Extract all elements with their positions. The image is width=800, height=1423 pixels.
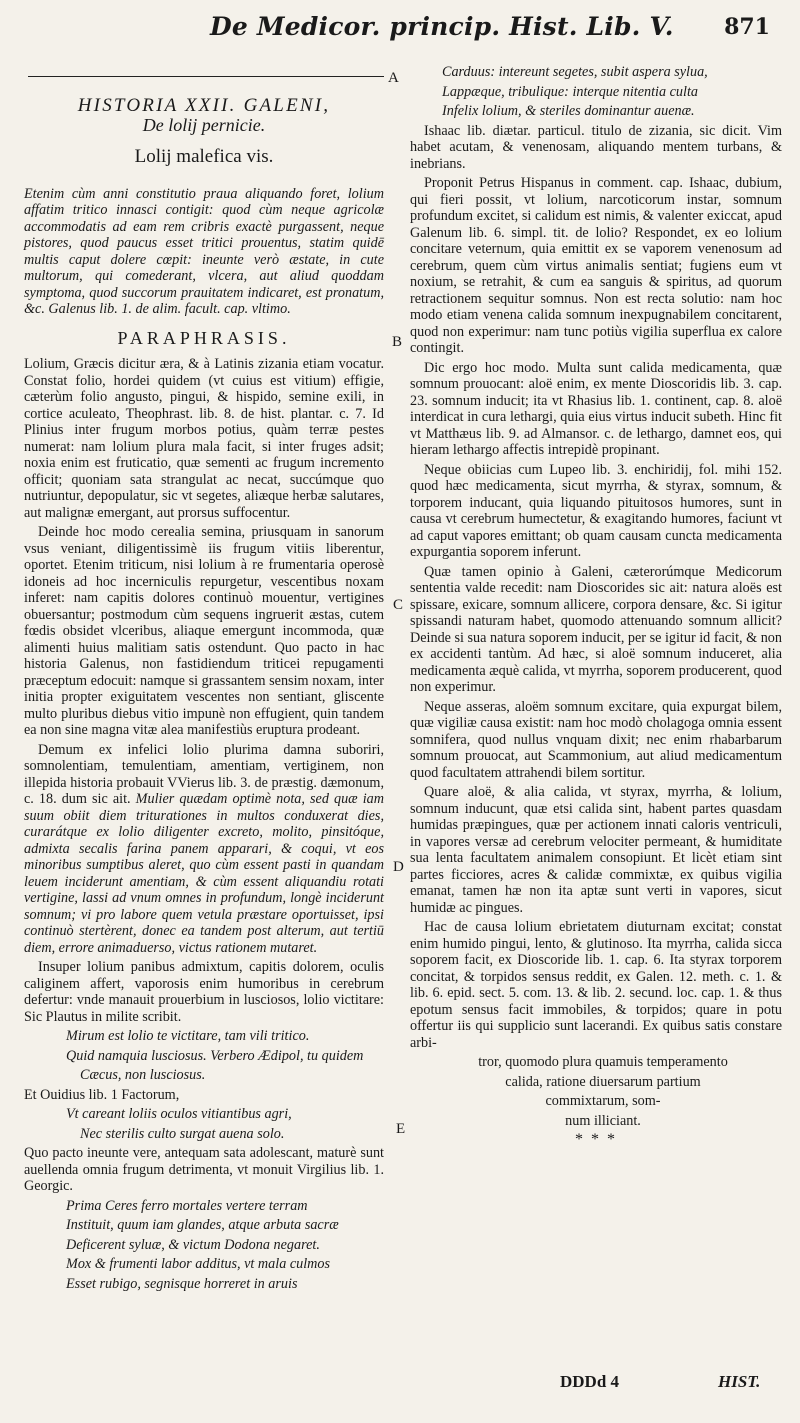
- margin-letter-a: A: [388, 70, 399, 86]
- ovid-verse-2: Nec sterilis culto surgat auena solo.: [80, 1125, 285, 1142]
- right-paragraph-5: Quæ tamen opinio à Galeni, cæterorúmque Medicorum sententia valde recedit: nam Dioscorides sic ait: natura aloës est spissare, exicare, somnum allicere, corpora densare, &c. Si igitur spissandi naturam habet, quomodo attenuando somnum allicit? Deinde si sua natura soporem inducit, per se igitur id facit, & non ex accidenti tantùm. Ad hæc, si aloë somnum induceret, alia medicamenta æquè calida, vt myrrha, soporem producerent, quod non experimur.: [410, 563, 782, 695]
- right-paragraph-4: Neque obiicias cum Lupeo lib. 3. enchiridij, fol. mihi 152. quod hæc medicamenta, sicut myrrha, & styrax, somnum, & torporem inducant, quia liquando pituitosos humores, sunt in causa vt cerebrum humectetur, & exagitando humores, faciunt vt ad caput vapores emittant; ob quam causam cuncta medicamenta expurgantia soporem inferunt.: [410, 461, 782, 560]
- margin-letter-e: E: [396, 1121, 406, 1137]
- running-header: [0, 8, 800, 60]
- closing-line-2: calida, ratione diuersarum partium: [505, 1073, 701, 1090]
- right-paragraph-1: Ishaac lib. diætar. particul. titulo de zizania, sic dicit. Vim habet acutam, & venenosam, aliquando mentem turbans, & inebrians.: [410, 122, 782, 172]
- margin-letter-b: B: [392, 334, 403, 350]
- margin-letter-d: D: [393, 859, 404, 875]
- virgil-verse-1: Prima Ceres ferro mortales vertere terram: [66, 1197, 308, 1214]
- signature-mark: DDDd 4: [560, 1372, 620, 1391]
- virgil-continued-verse-3: Infelix lolium, & steriles dominantur auenæ.: [442, 103, 695, 119]
- paragraph-5: Quo pacto ineunte vere, antequam sata adolescant, maturè sunt auellenda omnia frugum detrimenta, vt monuit Virgilius lib. 1. Georgic.: [24, 1145, 384, 1194]
- closing-line-3: commixtarum, som-: [545, 1093, 661, 1109]
- asterism: * * *: [575, 1131, 617, 1148]
- plautus-verse-2: Quid namquia lusciosus. Verbero Ædipol, tu quidem: [66, 1047, 364, 1064]
- right-paragraph-8: Hac de causa lolium ebrietatem diuturnam excitat; constat enim humido pingui, lento, & glutinoso. Ita myrrha, calida sicca soporem facit, ex Dioscoride lib. 1. cap. 6. Ita styrax torporem concitat, & torpidos sensus reddit, ex Galen. 12. meth. c. 1. & lib. 6. epid. sect. 5. com. 13. & lib. 2. secund. loc. cap. 1. & thus epotum sensus facit immobiles, & torpidos; quare in potu offertur iis qui supplicio sunt lacerandi. Ex quibus satis constare arbi-: [410, 919, 782, 1051]
- virgil-verse-4: Mox & frumenti labor additus, vt mala culmos: [66, 1256, 331, 1272]
- paragraph-3-text: Demum ex infelici lolio plurima damna suboriri, somnolentiam, temulentiam, amentiam, vertiginem, non illepida historia probauit VVierus lib. 3. de præstig. dæmonum, c. 18. dum sic ait.: [24, 741, 384, 807]
- history-subheading: De lolij pernicie.: [142, 114, 266, 135]
- left-column: [24, 84, 384, 1295]
- galen-quotation-text: Etenim cùm anni constitutio praua aliquando foret, lolium affatim tritico innasci contigit: quod cùm neque agricolæ accommodatis ad eam rem cribris exactè purgassent, neque pistores, quod paucus esset tritici prouentus, statim quidē multis caput dolere cœpit: ineunte verò æstate, in cute multorum, qui comederant, vlcera, aut aliud quoddam symptoma, quod succorum prauitatem indicaret, est pronatum, &c. Galenus lib. 1. de alim. facult. cap. vltimo.: [24, 185, 384, 317]
- virgil-verse-2: Instituit, quum iam glandes, atque arbuta sacræ: [66, 1217, 339, 1233]
- right-paragraph-7: Quare aloë, & alia calida, vt styrax, myrrha, & lolium, somnum inducunt, quæ etsi calida sint, habent partes quasdam humidas præpingues, quæ per actionem innati caloris ventriculi, in vapores versæ ad cerebrum velociter permeant, & humiditate sua lenta facultatem animalem consopiunt. Et licèt etiam sint partes ficciores, acres & calidæ commixtæ, ex quibus vigilia emanat, tamen hæ non ita aptæ sunt verti in vapores, sicut humidæ ac pingues.: [410, 784, 782, 916]
- right-paragraph-6: Neque asseras, aloëm somnum excitare, quia expurgat bilem, quæ vigiliæ causa existit: nam hoc modò cholagoga omnia essent somnifera, quod nullus vnquam dixit; nec enim rhabarbarum somnum prouocat, aut Scammonium, aut aliud medicamentum quod facultatem attrahendi bilem sortitur.: [410, 698, 782, 781]
- galen-quotation: [24, 186, 384, 318]
- closing-line-4: num illiciant.: [565, 1112, 641, 1129]
- paragraph-1: Lolium, Græcis dicitur æra, & à Latinis zizania etiam vocatur. Constat folio, hordei quidem (vt cuius est vitium) effigie, cæterùm folio angusto, pingui, & hispido, semine exili, in cortice aculeato, Theophrast. lib. 8. de hist. plantar. c. 7. Id Plinius inter frugum morbos potius, quàm terræ pestes numerat: nam lolium plura mala facit, si inter fruges adsit; noxia enim est fruticatio, quæ sementi ac frugum incremento officit; quoniam sata strangulat ac necat, succúmque quo nutriuntur, depopulatur, sic vt segetes, aliæque herbæ salutares, aut malignæ emergant, aut prorsus suffocentur.: [24, 356, 384, 521]
- margin-letter-c: C: [393, 597, 404, 613]
- right-paragraph-2: Proponit Petrus Hispanus in comment. cap. Ishaac, dubium, qui fieri possit, vt lolium, narcoticorum instar, somnum profundum excitet, si calidum est nimis, & valenter exiccat, apud Galenum lib. 6. simpl. tit. de lolio? Respondet, ex eo lolium concitare veternum, quia emittit ex se vaporem venenosum ad cerebrum, quem cùm virtus animalis sentiat; fugiens eum vt noxium, se retrahit, & cum ea sanguis & spiritus, ad quorum retractionem sequitur somnus. Non est recta solutio: nam hoc modo etiam venena calida somnum inexpugnabilem concitarent, quod non experimur: nam tunc potiùs vigilia superflua ex calore contingit.: [410, 175, 782, 356]
- right-column: [410, 64, 782, 1149]
- closing-line-1: tror, quomodo plura quamuis temperamento: [478, 1054, 728, 1070]
- virgil-verse-3: Deficerent syluæ, & victum Dodona negaret.: [66, 1236, 320, 1253]
- paragraph-3: [24, 742, 384, 957]
- paraphrasis-heading: PARAPHRASIS.: [117, 327, 291, 348]
- right-paragraph-3: Dic ergo hoc modo. Multa sunt calida medicamenta, quæ somnum prouocant: aloë enim, ex mente Dioscoridis lib. 3. cap. 23. somnum inducit; ita vt Rhasius lib. 1. continent, cap. 8. aloë interdicat in cura lethargi, quia eius virtus inducit subeth. Hinc fit vt Matthæus lib. 9. ad Almansor. c. de lethargo, damnet eos, qui hieram lethargo affectis intrepidè propinant.: [410, 359, 782, 458]
- virgil-continued-verse-2: Lappæque, tribulique: interque nitentia culta: [442, 83, 699, 100]
- ovid-citation: Et Ouidius lib. 1 Factorum,: [24, 1086, 180, 1103]
- virgil-verse-5: Esset rubigo, segnisque horreret in aruis: [66, 1275, 298, 1292]
- plautus-verse-1: Mirum est lolio te victitare, tam vili tritico.: [66, 1028, 310, 1044]
- ovid-verse-1: Vt careant loliis oculos vitiantibus agri,: [66, 1106, 292, 1122]
- plautus-verse-3: Cæcus, non lusciosus.: [80, 1067, 206, 1083]
- catchword: HIST.: [718, 1372, 761, 1391]
- paragraph-2: Deinde hoc modo cerealia semina, priusquam in sanorum vsus veniant, diligentissimè iis frugum vitiis liberentur, oportet. Etenim triticum, nisi lolium à re frumentaria operosè idoneis ad hoc incerniculis repurgetur, vescentibus noxam inferet: nam capitis dolores continuò mouentur, vertigines obuersantur; postmodum cùm sequens ingruerit æstas, cutem fœdis obsidet vlceribus, aliaque emergunt incommoda, quæ alimenti huius malitiam satis ostendunt. Quo pacto in hac historia Galenus, non fastidiendum triticei repugamenti præceptum edocuit: namque si grassantem sensim noxam, inter initia propter exiguitatem vescentes non sentiant, gliscente multo pluribus diebus vitio impunè non effugient, quin tandem ea non sine magna vitæ alea manifestiùs eruptura prodeant.: [24, 524, 384, 738]
- paragraph-4: Insuper lolium panibus admixtum, capitis dolorem, oculis caliginem affert, vaporosis enim humoribus in cerebrum defertur: vnde manauit prouerbium in lusciosos, lolio victitare: Sic Plautus in milite scribit.: [24, 959, 384, 1025]
- page-number: 871: [724, 14, 770, 40]
- history-heading: HISTORIA XXII. GALENI,: [77, 95, 331, 116]
- virgil-continued-verse-1: Carduus: intereunt segetes, subit aspera sylua,: [442, 64, 708, 80]
- wierus-quotation: Mulier quædam optimè nota, sed quæ iam suum obiit diem triturationes in multos conduxerat dies, curarátque ex lolio diligenter excreto, molito, pinsitóque, admixta secalis farina panem apparari, & coqui, vt eos minoribus sumptibus aleret, quo cùm essent pasti in quandam leuem inciderunt amentiam, & cùm essent aliquandiu rotati vertigine, lassi ad vnum omnes in profundum, longè inciderunt somnum; vi pro labore quem vetula præstare oportuisset, ipsi continuò stertèrent, donec ea tandem post alterum, aut tertiū diem, errore animaduerso, victus rationem mutaret.: [24, 791, 384, 956]
- header-rule: [28, 76, 384, 77]
- running-title: De Medicor. princip. Hist. Lib. V.: [210, 12, 674, 41]
- section-heading: Lolij malefica vis.: [134, 146, 274, 167]
